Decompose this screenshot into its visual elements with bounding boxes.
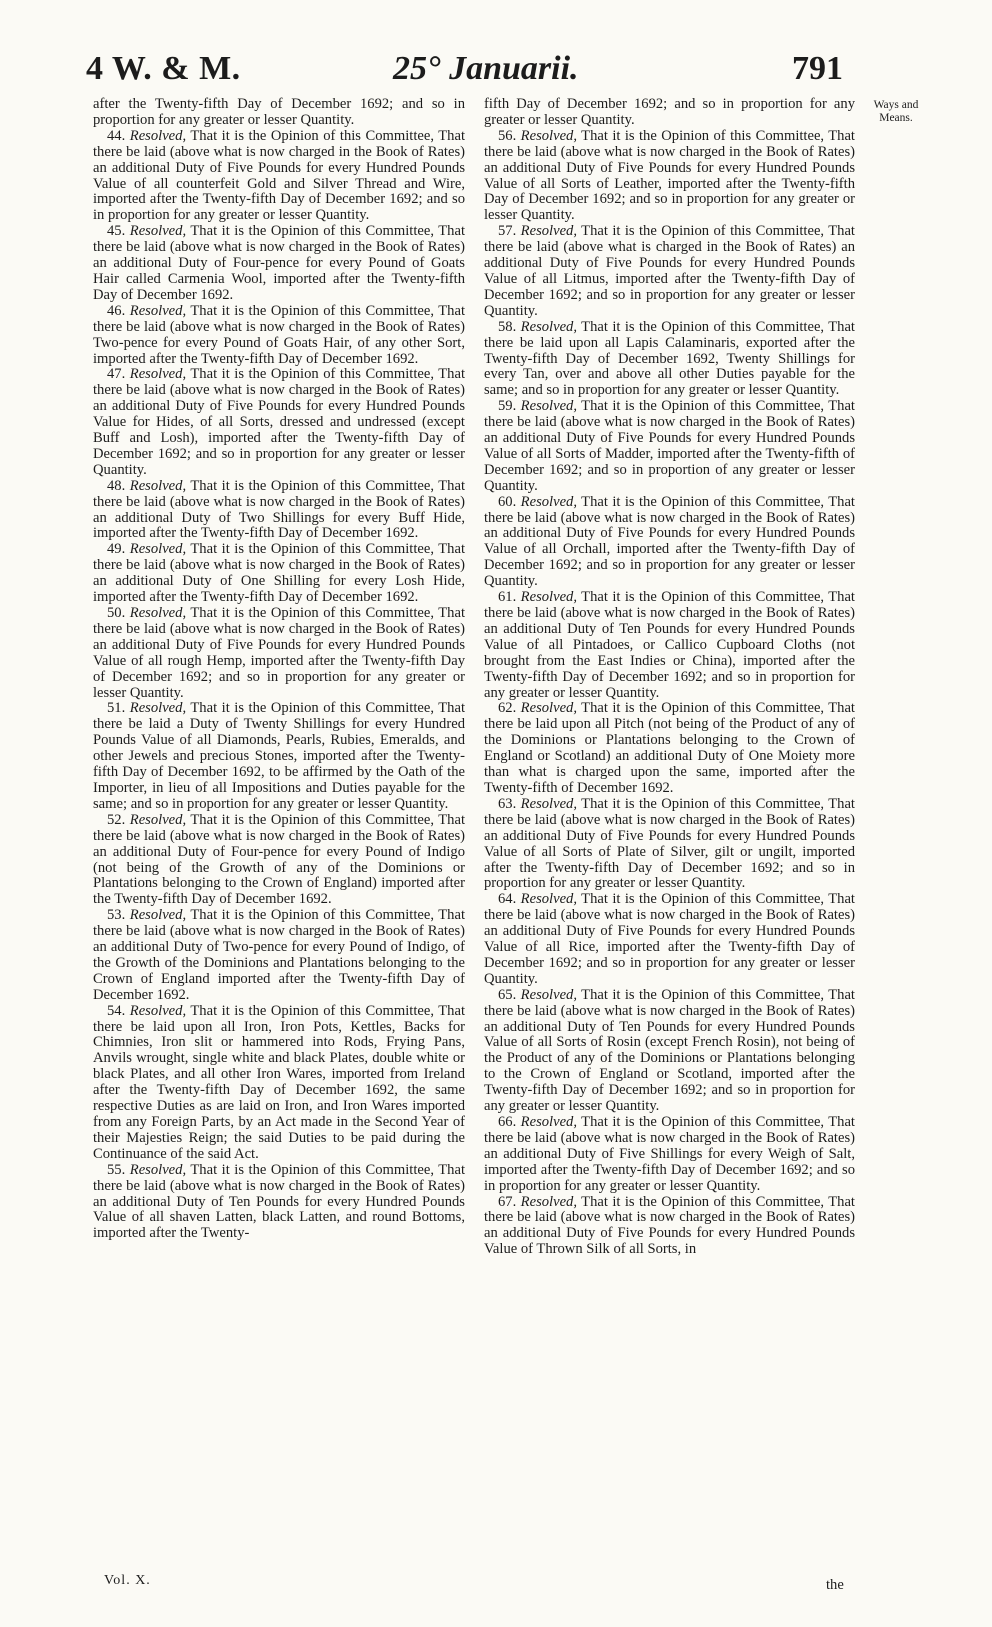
paragraph-text: That it is the Opinion of this Committee, That there be laid (above what is now charged in the Book of Rates) an additional Duty of Five Pounds for every Hundred Pounds Value of all rough Hemp, imported after the Twenty-fifth Day of December 1692; and so in proportion for any greater or lesser Quantity. <box>93 605 465 701</box>
resolved-word: Resolved, <box>520 795 577 812</box>
resolution-number: 62. <box>498 700 517 717</box>
paragraph-text: That it is the Opinion of this Committee, That there be laid (above what is now charged in the Book of Rates) an additional Duty of Ten Pounds for every Hundred Pounds Value of all Sorts of Rosin (except French Rosin), not being of the Product of any of the Dominions or Plantations belonging to the Crown of England or Scotland, imported after the Twenty-fifth Day of December 1692; and so in proportion for any greater or lesser Quantity. <box>484 986 855 1115</box>
resolved-word: Resolved, <box>520 1193 577 1210</box>
resolution-number: 48. <box>107 477 126 494</box>
resolution-paragraph <box>93 606 465 701</box>
paragraph-text: That it is the Opinion of this Committee, That there be laid upon all Lapis Calaminaris, exported after the Twenty-fifth Day of December 1692, Twenty Shillings for every Tan, over and above all other Duties payable for the same; and so in proportion for any greater or lesser Quantity. <box>484 318 855 399</box>
paragraph-text: That it is the Opinion of this Committee, That there be laid upon all Iron, Iron Pots, Kettles, Backs for Chimnies, Iron slit or hammered into Rods, Frying Pans, Anvils wrought, single white and black Plates, double white or black Plates, and all other Iron Wares, imported from Ireland after the Twenty-fifth Day of December 1692, the same respective Duties as are laid on Iron, and Iron Wares imported from any Foreign Parts, by an Act made in the Second Year of their Majesties Reign; the said Duties to be paid during the Continuance of the said Act. <box>93 1002 465 1162</box>
resolved-word: Resolved, <box>520 891 577 908</box>
paragraph-text: That it is the Opinion of this Committee, That there be laid (above what is now charged in the Book of Rates) an additional Duty of Five Pounds for every Hundred Pounds Value of all Sorts of Madder, imported after the Twenty-fifth of December 1692; and so in proportion of any greater or lesser Quantity. <box>484 398 855 494</box>
paragraph-text: That it is the Opinion of this Committee, That there be laid upon all Pitch (not being of the Product of any of the Dominions or Plantations belonging to the Crown of England or Scotland) an additional Duty of One Moiety more than what is charged upon the same, imported after the Twenty-fifth of December 1692. <box>484 700 855 796</box>
resolved-word: Resolved, <box>520 1114 577 1130</box>
resolution-paragraph <box>93 908 465 1003</box>
page-number: 791 <box>792 50 843 87</box>
resolved-word: Resolved, <box>129 1161 187 1178</box>
resolved-word: Resolved, <box>520 223 577 240</box>
resolution-paragraph <box>484 988 855 1115</box>
resolution-paragraph <box>93 367 465 478</box>
paragraph-text: That it is the Opinion of this Committee, That there be laid (above what is now charged in the Book of Rates) an additional Duty of Two Shillings for every Buff Hide, imported after the Twenty-fifth Day of December 1692. <box>93 477 465 542</box>
resolution-paragraph <box>93 1163 465 1243</box>
resolution-paragraph <box>484 892 855 987</box>
resolution-paragraph <box>93 701 465 812</box>
paragraph-text: That it is the Opinion of this Committee, That there be laid (above what is now charged in the Book of Rates) an additional Duty of Five Pounds for every Hundred Pounds Value of all Rice, imported after the Twenty-fifth Day of December 1692; and so in proportion for any greater or lesser Quantity. <box>484 891 855 987</box>
regnal-year: 4 W. & M. <box>86 50 241 87</box>
page-header <box>0 50 992 94</box>
session-date: 25° Januarii. <box>393 50 579 87</box>
resolved-word: Resolved, <box>129 223 187 240</box>
resolution-number: 53. <box>107 907 126 924</box>
left-column <box>93 97 465 1242</box>
resolution-number: 50. <box>107 605 126 621</box>
resolution-paragraph <box>93 129 465 224</box>
resolution-number: 52. <box>107 811 126 828</box>
resolution-paragraph <box>484 224 855 319</box>
resolution-number: 66. <box>498 1114 517 1130</box>
resolution-paragraph <box>93 224 465 304</box>
paragraph-text: That it is the Opinion of this Committee, That there be laid (above what is now charged in the Book of Rates) an additional Duty of Ten Pounds for every Hundred Pounds Value of all shaven Latten, black Latten, and round Bottoms, imported after the Twenty- <box>93 1161 465 1242</box>
resolution-paragraph <box>484 590 855 701</box>
resolved-word: Resolved, <box>520 127 577 144</box>
resolution-number: 44. <box>107 127 126 144</box>
paragraph-text: That it is the Opinion of this Committee, That there be laid (above what is now charged in the Book of Rates) an additional Duty of Five Pounds for every Hundred Pounds Value of all counterfeit Gold and Silver Thread and Wire, imported after the Twenty-fifth Day of December 1692; and so in proportion for any greater or lesser Quantity. <box>93 127 465 224</box>
resolved-word: Resolved, <box>129 605 187 621</box>
resolution-number: 46. <box>107 302 126 319</box>
resolution-paragraph <box>93 479 465 543</box>
resolution-number: 60. <box>498 493 517 510</box>
paragraph-text: That it is the Opinion of this Committee, That there be laid (above what is now charged in the Book of Rates) an additional Duty of Five Shillings for every Weigh of Salt, imported after the Twenty-fifth Day of December 1692; and so in proportion for any greater or lesser Quantity. <box>484 1114 855 1194</box>
resolved-word: Resolved, <box>129 907 187 924</box>
paragraph-text: That it is the Opinion of this Committee, That there be laid (above what is now charged in the Book of Rates) Two-pence for every Pound of Goats Hair, of any other Sort, imported after the Twenty-fifth Day of December 1692. <box>93 302 465 367</box>
resolved-word: Resolved, <box>129 302 187 319</box>
resolution-paragraph <box>484 1115 855 1195</box>
resolution-paragraph <box>93 813 465 908</box>
resolved-word: Resolved, <box>520 398 577 415</box>
paragraph-text: fifth Day of December 1692; and so in proportion for any greater or lesser Quantity. <box>484 96 855 128</box>
resolved-word: Resolved, <box>520 700 577 717</box>
continued-paragraph <box>93 97 465 129</box>
resolution-number: 51. <box>107 700 126 717</box>
resolution-number: 59. <box>498 398 517 415</box>
resolution-number: 63. <box>498 795 517 812</box>
resolution-paragraph <box>484 701 855 796</box>
resolution-paragraph <box>484 320 855 400</box>
catchword: the <box>826 1577 844 1593</box>
paragraph-text: That it is the Opinion of this Committee, That there be laid (above what is now charged in the Book of Rates) an additional Duty of One Shilling for every Losh Hide, imported after the Twenty-fifth Day of December 1692. <box>93 541 465 606</box>
resolved-word: Resolved, <box>129 700 187 717</box>
resolution-number: 47. <box>107 366 126 383</box>
resolved-word: Resolved, <box>520 318 577 335</box>
resolution-number: 56. <box>498 127 517 144</box>
resolution-number: 64. <box>498 891 517 908</box>
paragraph-text: That it is the Opinion of this Committee, That there be laid (above what is now charged in the Book of Rates) an additional Duty of Five Pounds for every Hundred Pounds Value for Hides, of all Sorts, dressed and undressed (except Buff and Losh), imported after the Twenty-fifth Day of December 1692; and so in proportion for any greater or lesser Quantity. <box>93 366 465 478</box>
right-column <box>484 97 855 1258</box>
paragraph-text: That it is the Opinion of this Committee, That there be laid (above what is now charged in the Book of Rates) an additional Duty of Five Pounds for every Hundred Pounds Value of all Orchall, imported after the Twenty-fifth Day of December 1692; and so in proportion for any greater or lesser Quantity. <box>484 493 855 590</box>
resolution-number: 45. <box>107 223 126 240</box>
resolution-number: 67. <box>498 1193 517 1210</box>
resolution-number: 49. <box>107 541 126 558</box>
paragraph-text: That it is the Opinion of this Committee, That there be laid (above what is now charged in the Book of Rates) an additional Duty of Five Pounds for every Hundred Pounds Value of all Sorts of Leather, imported after the Twenty-fifth Day of December 1692; and so in proportion for any greater or lesser Quantity. <box>484 127 855 224</box>
resolution-paragraph <box>484 495 855 590</box>
resolved-word: Resolved, <box>129 127 187 144</box>
marginal-note: Ways and Means. <box>873 99 919 124</box>
resolution-number: 55. <box>107 1161 126 1178</box>
paragraph-text: That it is the Opinion of this Committee, That there be laid (above what is now charged in the Book of Rates) an additional Duty of Five Pounds for every Hundred Pounds Value of all Sorts of Plate of Silver, gilt or ungilt, imported after the Twenty-fifth Day of December 1692; and so in proportion for any greater or lesser Quantity. <box>484 795 855 892</box>
resolution-paragraph <box>484 399 855 494</box>
resolved-word: Resolved, <box>129 1002 187 1019</box>
resolution-number: 65. <box>498 986 517 1003</box>
resolution-number: 61. <box>498 589 517 606</box>
paragraph-text: That it is the Opinion of this Committee, That there be laid (above what is now charged in the Book of Rates) an additional Duty of Ten Pounds for every Hundred Pounds Value of all Pintadoes, or Callico Cupboard Cloths (not brought from the East Indies or China), imported after the Twenty-fifth Day of December 1692; and so in proportion for any greater or lesser Quantity. <box>484 589 855 701</box>
resolution-paragraph <box>93 1004 465 1163</box>
resolved-word: Resolved, <box>520 493 577 510</box>
resolved-word: Resolved, <box>129 366 187 383</box>
resolved-word: Resolved, <box>129 541 187 558</box>
volume-signature: Vol. X. <box>104 1573 151 1588</box>
resolved-word: Resolved, <box>129 811 187 828</box>
resolution-number: 58. <box>498 318 517 335</box>
resolution-number: 57. <box>498 223 517 240</box>
paragraph-text: after the Twenty-fifth Day of December 1692; and so in proportion for any greater or lesser Quantity. <box>93 96 465 128</box>
resolution-paragraph <box>93 542 465 606</box>
paragraph-text: That it is the Opinion of this Committee, That there be laid a Duty of Twenty Shillings for every Hundred Pounds Value of all Diamonds, Pearls, Rubies, Emeralds, and other Jewels and precious Stones, imported after the Twenty-fifth Day of December 1692, to be affirmed by the Oath of the Importer, in lieu of all Impositions and Duties payable for the same; and so in proportion for any greater or lesser Quantity. <box>93 700 465 812</box>
paragraph-text: That it is the Opinion of this Committee, That there be laid (above what is now charged in the Book of Rates) an additional Duty of Two-pence for every Pound of Indigo, of the Growth of the Dominions and Plantations belonging to the Crown of England imported after the Twenty-fifth Day of December 1692. <box>93 907 465 1003</box>
resolved-word: Resolved, <box>520 589 577 606</box>
resolution-paragraph <box>484 1195 855 1259</box>
resolution-paragraph <box>484 129 855 224</box>
continued-paragraph <box>484 97 855 129</box>
resolution-paragraph <box>484 797 855 892</box>
paragraph-text: That it is the Opinion of this Committee, That there be laid (above what is now charged in the Book of Rates) an additional Duty of Four-pence for every Pound of Indigo (not being of the Growth of any of the Dominions or Plantations belonging to the Crown of England) imported after the Twenty-fifth Day of December 1692. <box>93 811 465 908</box>
resolution-paragraph <box>93 304 465 368</box>
paragraph-text: That it is the Opinion of this Committee, That there be laid (above what is now charged in the Book of Rates) an additional Duty of Five Pounds for every Hundred Pounds Value of Thrown Silk of all Sorts, in <box>484 1193 855 1258</box>
paragraph-text: That it is the Opinion of this Committee, That there be laid (above what is now charged in the Book of Rates) an additional Duty of Four-pence for every Pound of Goats Hair called Carmenia Wool, imported after the Twenty-fifth Day of December 1692. <box>93 223 465 303</box>
paragraph-text: That it is the Opinion of this Committee, That there be laid (above what is charged in the Book of Rates) an additional Duty of Five Pounds for every Hundred Pounds Value of all Litmus, imported after the Twenty-fifth Day of December 1692; and so in proportion for any greater or lesser Quantity. <box>484 223 855 319</box>
resolved-word: Resolved, <box>129 477 187 494</box>
resolution-number: 54. <box>107 1002 126 1019</box>
resolved-word: Resolved, <box>520 986 577 1003</box>
